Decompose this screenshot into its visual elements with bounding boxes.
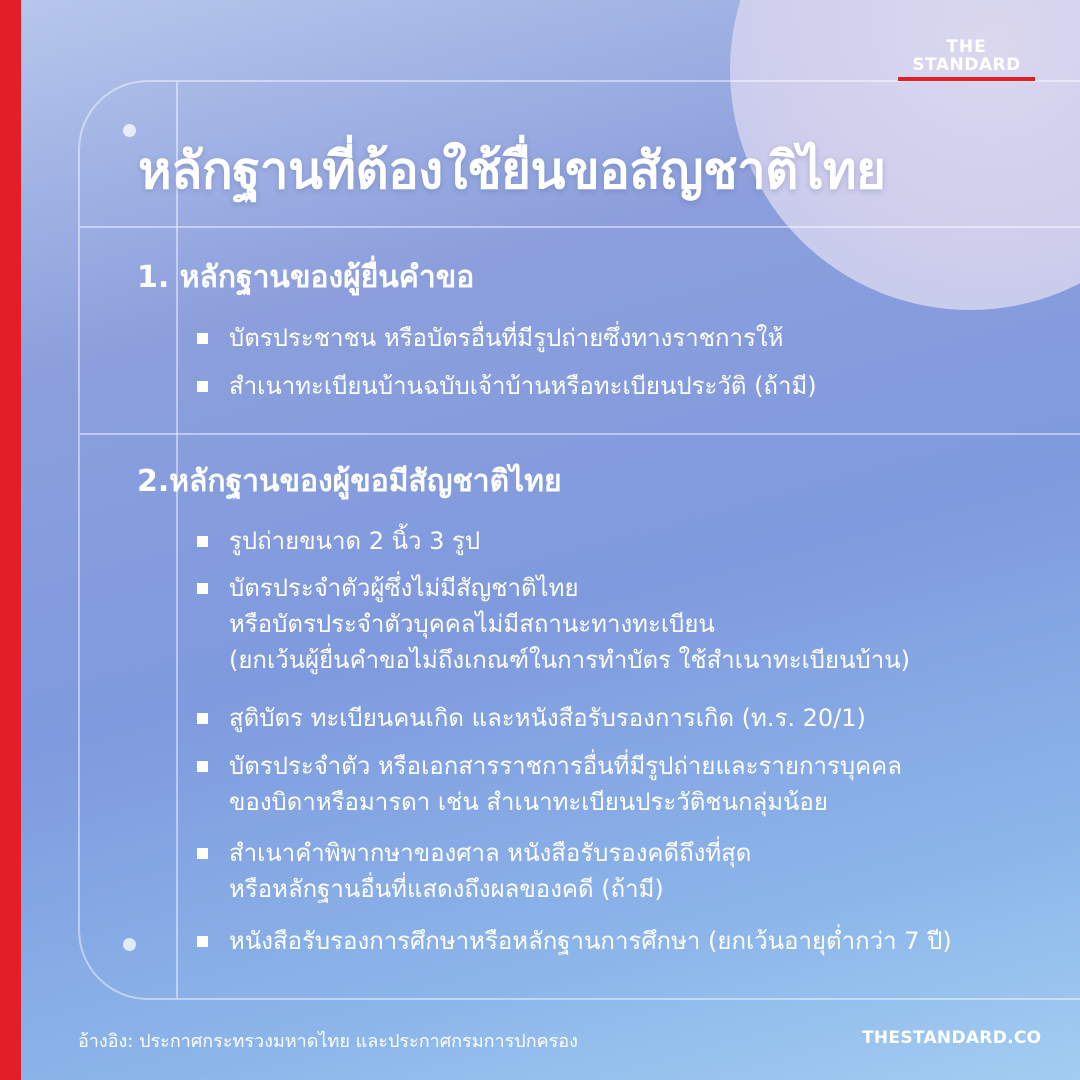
decor-dot xyxy=(123,938,136,951)
list-item-line: บัตรประจำตัว หรือเอกสารราชการอื่นที่มีรูปถ่ายและรายการบุคคล xyxy=(229,752,902,780)
list-item-line: บัตรประจำตัวผู้ซึ่งไม่มีสัญชาติไทย xyxy=(229,574,579,602)
list-item xyxy=(197,368,817,404)
list-item xyxy=(197,923,952,959)
square-bullet-icon xyxy=(197,761,208,772)
frame-horizontal-rule xyxy=(80,433,1080,435)
square-bullet-icon xyxy=(197,381,208,392)
left-accent-bar xyxy=(0,0,21,1080)
list-item-line: หนังสือรับรองการศึกษาหรือหลักฐานการศึกษา (ยกเว้นอายุต่ำกว่า 7 ปี) xyxy=(229,927,952,955)
square-bullet-icon xyxy=(197,713,208,724)
brand-logo-line2: STANDARD xyxy=(912,55,1021,75)
list-item xyxy=(197,570,910,678)
list-item-line: สูติบัตร ทะเบียนคนเกิด และหนังสือรับรองการเกิด (ท.ร. 20/1) xyxy=(229,704,866,732)
list-item xyxy=(197,700,866,736)
list-item-line: หรือหลักฐานอื่นที่แสดงถึงผลของคดี (ถ้ามี) xyxy=(229,875,664,903)
page-title: หลักฐานที่ต้องใช้ยื่นขอสัญชาติไทย xyxy=(138,142,886,201)
frame-vertical-rule xyxy=(176,82,178,998)
decor-dot xyxy=(123,124,136,137)
list-item-line: ของบิดาหรือมารดา เช่น สำเนาทะเบียนประวัติชนกลุ่มน้อย xyxy=(229,788,828,816)
brand-logo xyxy=(898,38,1035,81)
list-item xyxy=(197,835,751,907)
list-item xyxy=(197,523,480,559)
list-item-line: สำเนาคำพิพากษาของศาล หนังสือรับรองคดีถึงที่สุด xyxy=(229,839,752,867)
section-heading: 2.หลักฐานของผู้ขอมีสัญชาติไทย xyxy=(137,464,562,499)
reference-note: อ้างอิง: ประกาศกระทรวงมหาดไทย และประกาศกรมการปกครอง xyxy=(78,1031,578,1052)
website-label: THESTANDARD.CO xyxy=(862,1028,1042,1048)
square-bullet-icon xyxy=(197,583,208,594)
list-item-line: หรือบัตรประจำตัวบุคคลไม่มีสถานะทางทะเบียน xyxy=(229,610,715,638)
list-item xyxy=(197,320,783,356)
frame-horizontal-rule xyxy=(80,226,1080,228)
list-item-line: รูปถ่ายขนาด 2 นิ้ว 3 รูป xyxy=(229,527,481,555)
list-item xyxy=(197,748,902,820)
square-bullet-icon xyxy=(197,536,208,547)
list-item-line: บัตรประชาชน หรือบัตรอื่นที่มีรูปถ่ายซึ่งทางราชการให้ xyxy=(229,324,784,352)
list-item-line: (ยกเว้นผู้ยื่นคำขอไม่ถึงเกณฑ์ในการทำบัตร ใช้สำเนาทะเบียนบ้าน) xyxy=(229,646,910,674)
square-bullet-icon xyxy=(197,333,208,344)
section-heading: 1. หลักฐานของผู้ยื่นคำขอ xyxy=(137,260,475,295)
square-bullet-icon xyxy=(197,936,208,947)
brand-logo-underline xyxy=(898,77,1035,81)
list-item-line: สำเนาทะเบียนบ้านฉบับเจ้าบ้านหรือทะเบียนประวัติ (ถ้ามี) xyxy=(229,372,817,400)
square-bullet-icon xyxy=(197,848,208,859)
brand-logo-line1: THE xyxy=(946,37,987,57)
